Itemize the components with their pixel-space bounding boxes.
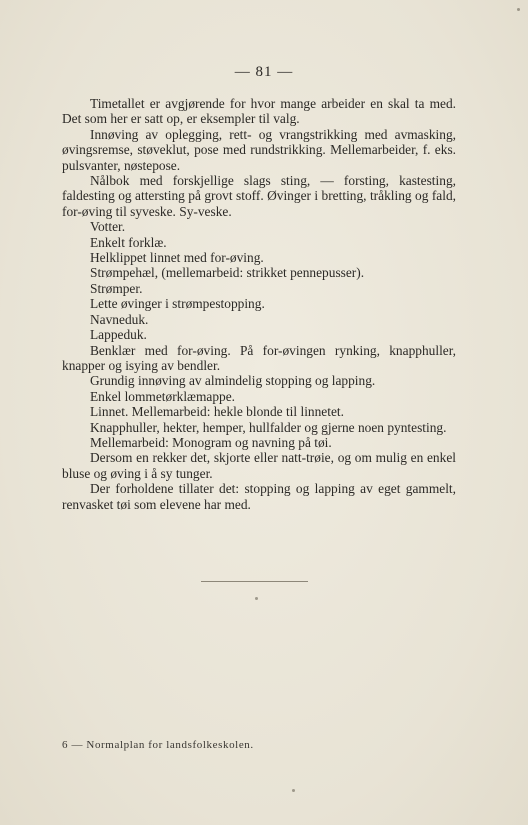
paragraph: Innøving av oplegging, rett- og vrangstrikking med avmasking, øvingsremse, støveklut, pose med rundstrikking. Mellemarbeider, f. eks. pulsvanter, nøstepose. xyxy=(62,126,456,173)
print-speck xyxy=(517,8,520,11)
paragraph: Timetallet er avgjørende for hvor mange arbeider en skal ta med. Det som her er satt op, er eksempler til valg. xyxy=(62,96,456,127)
paragraph: Lette øvinger i strømpestopping. xyxy=(90,296,265,312)
paragraph: Navneduk. xyxy=(90,311,149,327)
paragraph: Dersom en rekker det, skjorte eller natt-trøie, og om mulig en enkel bluse og øving i å sy tunger. xyxy=(62,450,456,481)
footer-signature: 6 — Normalplan for landsfolkeskolen. xyxy=(62,739,254,751)
paragraph: Enkel lommetørklæmappe. xyxy=(90,388,236,404)
paragraph: Strømpehæl, (mellemarbeid: strikket pennepusser). xyxy=(90,265,365,281)
paragraph: Knapphuller, hekter, hemper, hullfalder og gjerne noen pyntesting. xyxy=(90,419,447,435)
paragraph: Grundig innøving av almindelig stopping og lapping. xyxy=(90,373,376,389)
paragraph: Helklippet linnet med for-øving. xyxy=(90,250,264,266)
section-divider xyxy=(201,581,308,582)
paragraph: Lappeduk. xyxy=(90,327,147,343)
paragraph: Strømper. xyxy=(90,280,143,296)
paragraph: Der forholdene tillater det: stopping og lapping av eget gammelt, renvasket tøi som elevene har med. xyxy=(62,481,456,512)
paragraph: Nålbok med forskjellige slags sting, — forsting, kastesting, faldesting og attersting på grovt stoff. Øvinger i bretting, tråkling og fald, for-øving til syveske. Sy-veske. xyxy=(62,173,456,219)
paragraph: Votter. xyxy=(90,219,126,235)
page-number: — 81 — xyxy=(234,64,294,80)
paragraph: Linnet. Mellemarbeid: hekle blonde til linnetet. xyxy=(90,404,344,420)
paragraph: Enkelt forklæ. xyxy=(90,234,167,250)
paragraph: Mellemarbeid: Monogram og navning på tøi. xyxy=(90,434,332,450)
print-speck xyxy=(292,789,295,792)
print-speck xyxy=(255,597,258,600)
page-body-text xyxy=(62,96,456,512)
paragraph: Benklær med for-øving. På for-øvingen rynking, knapphuller, knapper og isying av bendler. xyxy=(62,342,456,373)
